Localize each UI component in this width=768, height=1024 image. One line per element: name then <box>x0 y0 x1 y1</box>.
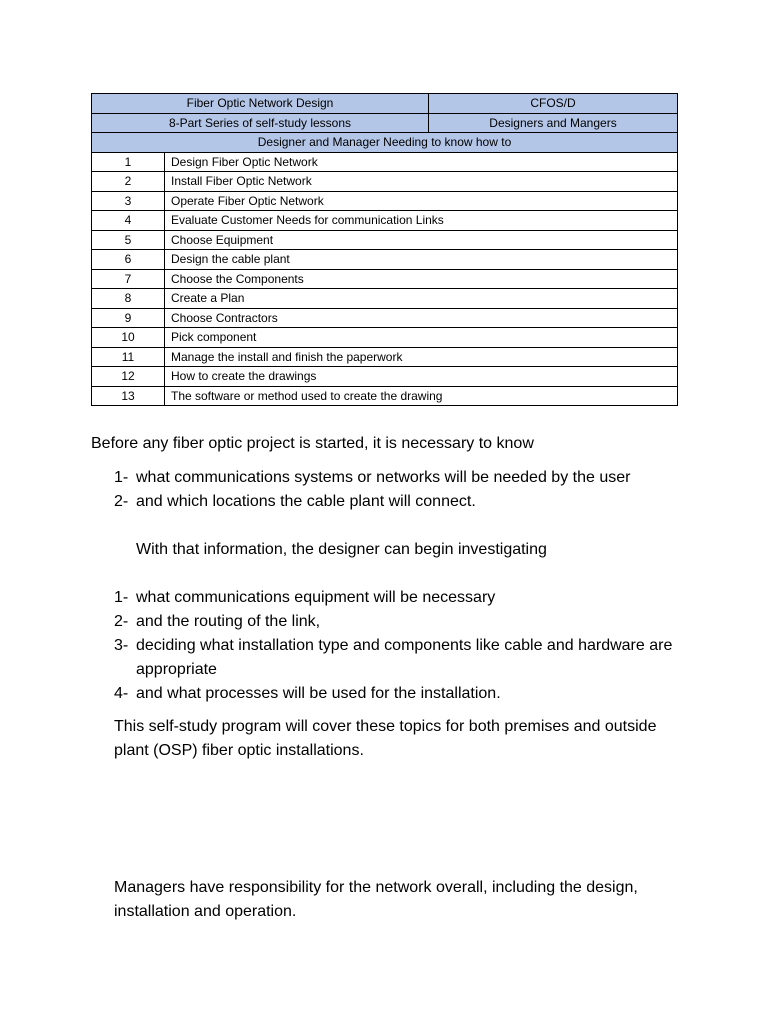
list-item <box>114 490 674 514</box>
managers-paragraph: Managers have responsibility for the network overall, including the design, installation and operation. <box>114 879 638 920</box>
row-text: Choose Contractors <box>165 308 678 328</box>
list-item <box>114 586 674 610</box>
program-coverage-paragraph: This self-study program will cover these topics for both premises and outside plant (OSP) fiber optic installations. <box>114 718 657 759</box>
row-number: 9 <box>92 308 165 328</box>
table-row <box>92 191 678 211</box>
list-marker: 4- <box>114 685 129 702</box>
list-marker: 1- <box>114 589 129 606</box>
series-cell: 8-Part Series of self-study lessons <box>92 113 429 133</box>
course-table <box>91 93 678 406</box>
table-header-row <box>92 113 678 133</box>
row-text: Choose Equipment <box>165 230 678 250</box>
table-header-row <box>92 94 678 114</box>
user-needs-list <box>114 466 674 514</box>
row-text: Design the cable plant <box>165 250 678 270</box>
row-number: 12 <box>92 367 165 387</box>
list-marker: 1- <box>114 469 129 486</box>
row-text: Choose the Components <box>165 269 678 289</box>
row-number: 1 <box>92 152 165 172</box>
table-row <box>92 172 678 192</box>
row-text: How to create the drawings <box>165 367 678 387</box>
list-marker: 2- <box>114 493 129 510</box>
list-item <box>114 466 674 490</box>
row-number: 10 <box>92 328 165 348</box>
row-number: 6 <box>92 250 165 270</box>
table-row <box>92 230 678 250</box>
table-row <box>92 328 678 348</box>
row-text: Operate Fiber Optic Network <box>165 191 678 211</box>
list-item-text: deciding what installation type and components like cable and hardware are appropriate <box>136 637 673 678</box>
list-marker: 3- <box>114 637 129 654</box>
table-row <box>92 289 678 309</box>
row-text: Pick component <box>165 328 678 348</box>
row-number: 3 <box>92 191 165 211</box>
table-row <box>92 308 678 328</box>
row-number: 2 <box>92 172 165 192</box>
subheader-cell: Designer and Manager Needing to know how to <box>92 133 678 153</box>
table-row <box>92 347 678 367</box>
table-row <box>92 367 678 387</box>
course-title-cell: Fiber Optic Network Design <box>92 94 429 114</box>
table-row <box>92 152 678 172</box>
row-number: 13 <box>92 386 165 406</box>
audience-cell: Designers and Mangers <box>429 113 678 133</box>
list-item <box>114 682 674 706</box>
table-row <box>92 211 678 231</box>
row-text: The software or method used to create the drawing <box>165 386 678 406</box>
row-text: Evaluate Customer Needs for communication Links <box>165 211 678 231</box>
row-number: 5 <box>92 230 165 250</box>
intro-paragraph: Before any fiber optic project is started, it is necessary to know <box>91 435 534 452</box>
table-row <box>92 250 678 270</box>
row-number: 7 <box>92 269 165 289</box>
list-item-text: and what processes will be used for the installation. <box>136 685 501 702</box>
list-item-text: and the routing of the link, <box>136 613 321 630</box>
list-item-text: what communications equipment will be necessary <box>136 589 496 606</box>
row-number: 8 <box>92 289 165 309</box>
list-item-text: and which locations the cable plant will connect. <box>136 493 476 510</box>
row-text: Install Fiber Optic Network <box>165 172 678 192</box>
row-text: Create a Plan <box>165 289 678 309</box>
table-subheader-row <box>92 133 678 153</box>
investigation-paragraph: With that information, the designer can begin investigating <box>136 541 547 558</box>
row-text: Design Fiber Optic Network <box>165 152 678 172</box>
investigation-list <box>114 586 674 706</box>
row-text: Manage the install and finish the paperwork <box>165 347 678 367</box>
list-item-text: what communications systems or networks will be needed by the user <box>136 469 631 486</box>
row-number: 11 <box>92 347 165 367</box>
list-item <box>114 634 674 682</box>
list-item <box>114 610 674 634</box>
course-code-cell: CFOS/D <box>429 94 678 114</box>
table-row <box>92 386 678 406</box>
list-marker: 2- <box>114 613 129 630</box>
row-number: 4 <box>92 211 165 231</box>
table-row <box>92 269 678 289</box>
